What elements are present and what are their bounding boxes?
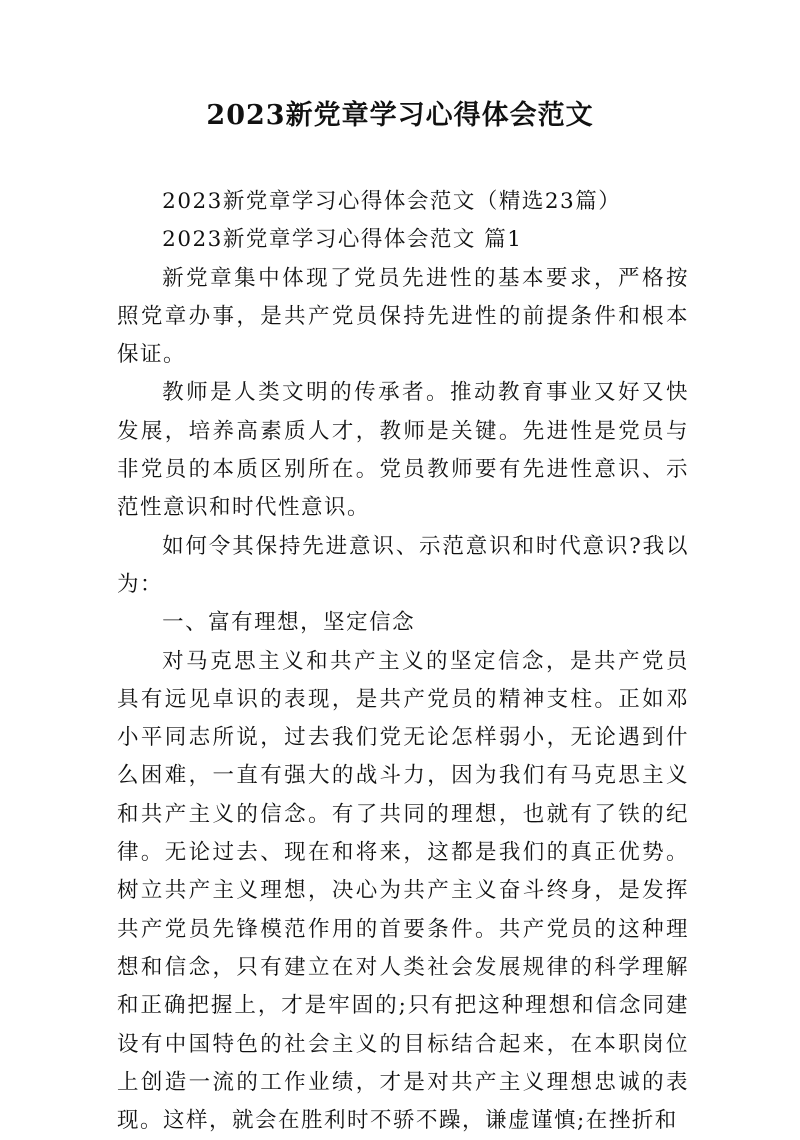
- paragraph-section-heading: 2023新党章学习心得体会范文 篇1: [162, 227, 523, 253]
- paragraph-heading: 一、富有理想，坚定信念: [162, 610, 416, 636]
- paragraph: 如何令其保持先进意识、示范意识和时代意识?我以为：: [117, 533, 689, 597]
- document-body: [117, 183, 689, 1140]
- paragraph: 对马克思主义和共产主义的坚定信念，是共产党员具有远见卓识的表现，是共产党员的精神支柱。正如邓小平同志所说，过去我们党无论怎样弱小，无论遇到什么困难，一直有强大的战斗力，因为我们有马克思主义和共产主义的信念。有了共同的理想，也就有了铁的纪律。无论过去、现在和将来，这都是我们的真正优势。树立共产主义理想，决心为共产主义奋斗终身，是发挥共产党员先锋模范作用的首要条件。共产党员的这种理想和信念，只有建立在对人类社会发展规律的科学理解和正确把握上，才是牢固的;只有把这种理想和信念同建设有中国特色的社会主义的目标结合起来，在本职岗位上创造一流的工作业绩，才是对共产主义理想忠诚的表现。这样，就会在胜利时不骄不躁，谦虚谨慎;在挫折和: [117, 648, 689, 1134]
- document-title: 2023新党章学习心得体会范文: [206, 100, 594, 131]
- paragraph-subtitle: 2023新党章学习心得体会范文（精选23篇）: [162, 189, 622, 214]
- paragraph: 新党章集中体现了党员先进性的基本要求，严格按照党章办事，是共产党员保持先进性的前提条件和根本保证。: [117, 265, 689, 368]
- paragraph: 教师是人类文明的传承者。推动教育事业又好又快发展，培养高素质人才，教师是关键。先进性是党员与非党员的本质区别所在。党员教师要有先进性意识、示范性意识和时代性意识。: [117, 380, 689, 521]
